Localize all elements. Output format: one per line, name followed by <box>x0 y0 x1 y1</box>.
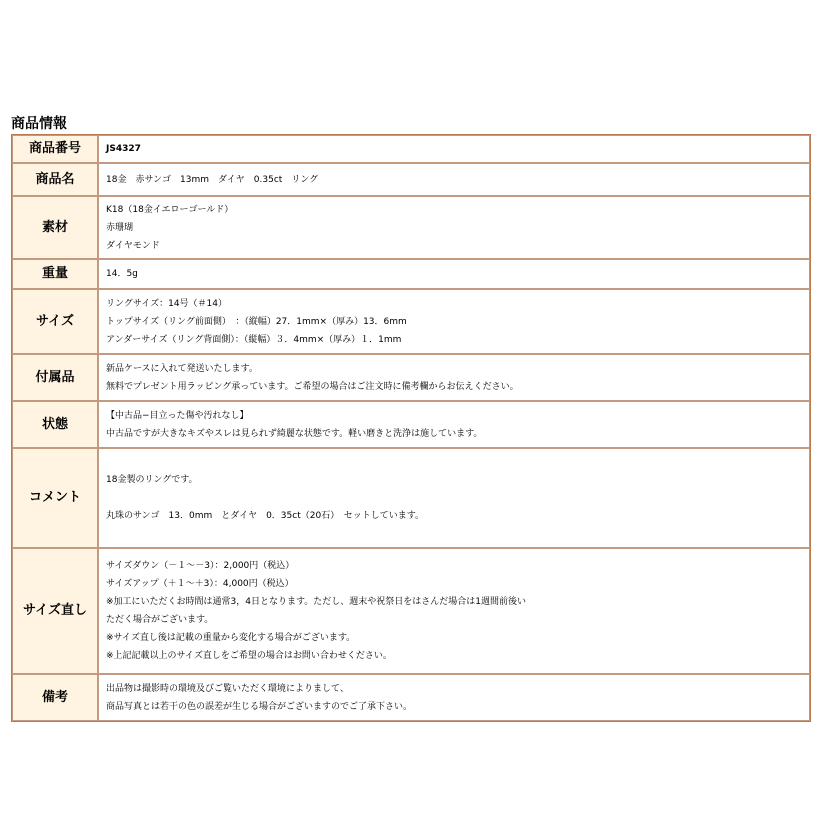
value-line: ※加工にいただくお時間は通常3，4日となります。ただし、週末や祝祭日をはさんだ場合は1週間前後い <box>106 597 527 607</box>
row-label: 状態 <box>12 401 98 448</box>
value-line: ダイヤモンド <box>106 240 160 251</box>
row-label: 商品番号 <box>12 135 98 163</box>
value-line: 18金製のリングです。 <box>106 475 198 485</box>
product-info-table <box>11 134 811 722</box>
row-value <box>98 401 810 448</box>
row-value <box>98 196 810 259</box>
value-line: 18金 赤サンゴ 13mm ダイヤ 0.35ct リング <box>106 174 319 185</box>
row-size <box>12 289 810 354</box>
row-value <box>98 289 810 354</box>
row-value <box>98 135 810 163</box>
row-value <box>98 548 810 674</box>
row-label: コメント <box>12 448 98 548</box>
value-line: 【中古品−目立った傷や汚れなし】 <box>106 410 249 421</box>
spacer <box>106 489 805 507</box>
section-title: 商品情報 <box>11 116 67 132</box>
row-value <box>98 354 810 401</box>
row-label: サイズ直し <box>12 548 98 674</box>
value-line: アンダーサイズ（リング背面側）：（縦幅）３．4mm×（厚み）１．1mm <box>106 334 402 345</box>
value-line: JS4327 <box>106 144 141 154</box>
value-line: K18（18金イエローゴールド） <box>106 204 234 215</box>
row-label: 素材 <box>12 196 98 259</box>
value-line: トップサイズ（リング前面側） ：（縦幅）27．1mm×（厚み）13．6mm <box>106 316 407 327</box>
value-line: 丸珠のサンゴ 13．0mm とダイヤ 0．35ct（20石） セットしています。 <box>106 511 424 521</box>
row-label: 備考 <box>12 674 98 721</box>
row-condition <box>12 401 810 448</box>
value-line: 14．5g <box>106 269 138 279</box>
value-line: 赤珊瑚 <box>106 222 134 233</box>
row-value <box>98 448 810 548</box>
row-value <box>98 163 810 196</box>
value-line: ※上記記載以上のサイズ直しをご希望の場合はお問い合わせください。 <box>106 651 392 661</box>
value-line: 出品物は撮影時の環境及びご覧いただく環境によりまして、 <box>106 683 349 694</box>
row-notes <box>12 674 810 721</box>
row-item-name <box>12 163 810 196</box>
row-label: 付属品 <box>12 354 98 401</box>
value-line: 無料でプレゼント用ラッピング承っています。ご希望の場合はご注文時に備考欄からお伝えください。 <box>106 381 519 392</box>
row-value <box>98 259 810 289</box>
row-weight <box>12 259 810 289</box>
value-line: ※サイズ直し後は記載の重量から変化する場合がございます。 <box>106 633 356 643</box>
value-line: ただく場合がございます。 <box>106 615 214 625</box>
row-label: 重量 <box>12 259 98 289</box>
value-line: 商品写真とは若干の色の誤差が生じる場合がございますのでご了承下さい。 <box>106 701 413 712</box>
row-comment <box>12 448 810 548</box>
value-line: サイズダウン（－１～－3）：2,000円（税込） <box>106 561 295 571</box>
row-size-adjustment <box>12 548 810 674</box>
row-item-number <box>12 135 810 163</box>
row-label: サイズ <box>12 289 98 354</box>
row-material <box>12 196 810 259</box>
value-line: 中古品ですが大きなキズやスレは見られず綺麗な状態です。軽い磨きと洗浄は施しています。 <box>106 428 483 439</box>
value-line: 新品ケースに入れて発送いたします。 <box>106 363 258 374</box>
row-accessories <box>12 354 810 401</box>
row-value <box>98 674 810 721</box>
value-line: リングサイズ：14号（＃14） <box>106 298 228 309</box>
value-line: サイズアップ（＋１～＋3）：4,000円（税込） <box>106 579 294 589</box>
row-label: 商品名 <box>12 163 98 196</box>
